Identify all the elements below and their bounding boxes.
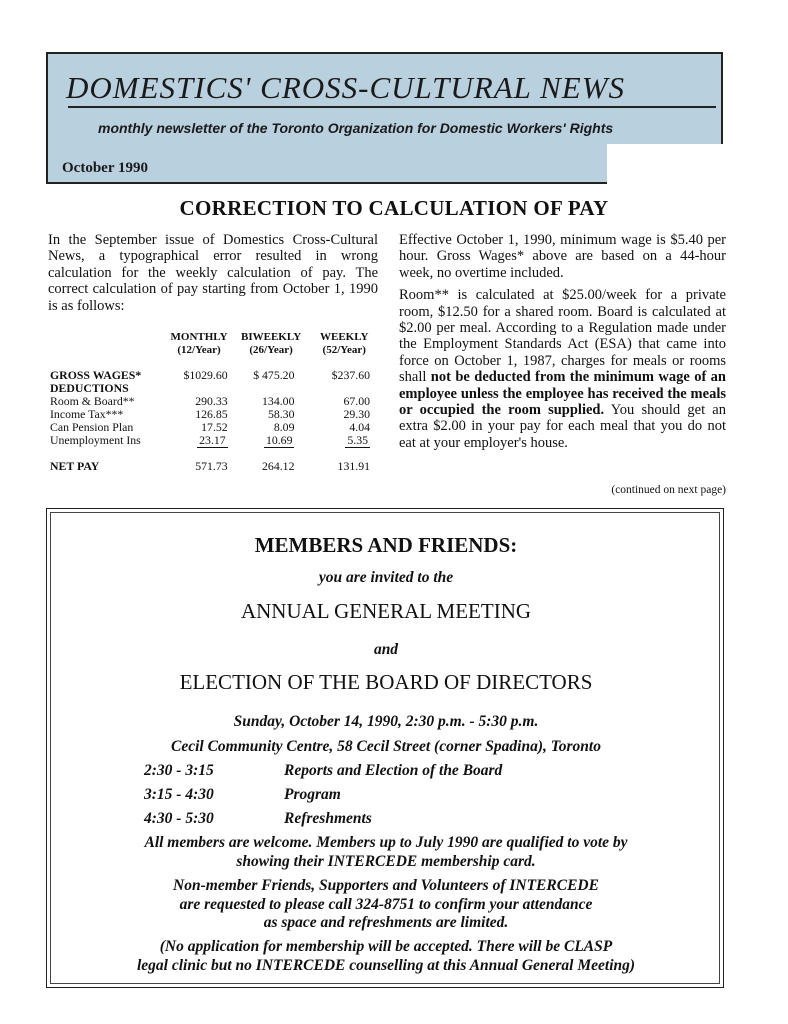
nonmember-line-1: Non-member Friends, Supporters and Volunteers of INTERCEDE [173, 877, 599, 894]
note-line-1: (No application for membership will be accepted. There will be CLASP [159, 938, 613, 955]
meeting-heading: MEMBERS AND FRIENDS: [254, 533, 518, 557]
nonmember-line-2: are requested to please call 324-8751 to confirm your attendance [179, 896, 593, 913]
newsletter-subtitle: monthly newsletter of the Toronto Organization for Domestic Workers' Rights [98, 120, 614, 136]
pay-table [50, 331, 380, 473]
article-title: CORRECTION TO CALCULATION OF PAY [179, 196, 609, 220]
col-header-monthly: MONTHLY [170, 331, 228, 343]
meeting-notice-box [46, 508, 724, 988]
schedule-row: 3:15 - 4:30 Program [144, 786, 341, 803]
pay-table-header [50, 331, 380, 344]
newsletter-title: DOMESTICS' CROSS-CULTURAL NEWS [66, 70, 626, 105]
article-intro: In the September issue of Domestics Cross-Cultural News, a typographical error resulted in wrong calculation for the weekly calculation of pay. The correct calculation of pay starting from October 1, 1990 is as follows: [48, 232, 378, 314]
meeting-date-time: Sunday, October 14, 1990, 2:30 p.m. - 5:30 p.m. [233, 713, 539, 730]
table-row: Income Tax*** 126.85 58.30 29.30 [50, 407, 370, 421]
masthead [46, 52, 723, 184]
table-row: Can Pension Plan 17.52 8.09 4.04 [50, 420, 370, 434]
meeting-invited: you are invited to the [318, 569, 454, 586]
agm-title: ANNUAL GENERAL MEETING [240, 599, 532, 623]
meeting-location: Cecil Community Centre, 58 Cecil Street (corner Spadina), Toronto [170, 738, 601, 755]
table-row: Unemployment Ins 23.17 10.69 5.35 [50, 433, 368, 447]
masthead-rule [68, 106, 716, 108]
meeting-and: and [373, 641, 399, 658]
schedule-row: 4:30 - 5:30 Refreshments [144, 810, 372, 827]
table-row: Room & Board** 290.33 134.00 67.00 [50, 394, 370, 408]
col-header-biweekly: BIWEEKLY [241, 331, 302, 343]
election-title: ELECTION OF THE BOARD OF DIRECTORS [179, 670, 593, 694]
col-header-weekly: WEEKLY [319, 331, 369, 343]
pay-table-subheader [50, 344, 380, 369]
minimum-wage-paragraph: Effective October 1, 1990, minimum wage is $5.40 per hour. Gross Wages* above are based on a 44-hour week, no overtime included. [399, 232, 726, 281]
nonmember-line-3: as space and refreshments are limited. [263, 914, 509, 931]
continued-note: (continued on next page) [611, 484, 726, 496]
table-row-deductions-label: DEDUCTIONS [50, 381, 129, 395]
col-sub-biweekly: (26/Year) [249, 344, 293, 356]
room-board-paragraph: Room** is calculated at $25.00/week for a private room, $12.50 for a shared room. Board is calculated at $2.00 per meal. According to a Regulation made under the Employment Standards Act (ESA) that came into force on October 1, 1987, charges for meals or rooms shall not be deducted from the minimum wage of an employee unless the employee has received the meals or occupied the room supplied. You should get an extra $2.00 in your pay for each meal that you do not eat at your employer's house. [399, 287, 726, 451]
table-row-gross: GROSS WAGES* $1029.60 $ 475.20 $237.60 [50, 368, 370, 382]
col-sub-weekly: (52/Year) [322, 344, 366, 356]
scan-blank-patch [607, 144, 725, 188]
col-sub-monthly: (12/Year) [177, 344, 221, 356]
article-left-column [48, 232, 378, 314]
welcome-line-2: showing their INTERCEDE membership card. [236, 853, 536, 870]
note-line-2: legal clinic but no INTERCEDE counselling at this Annual General Meeting) [136, 957, 636, 974]
issue-date: October 1990 [62, 160, 148, 176]
table-row-net-pay: NET PAY 571.73 264.12 131.91 [50, 459, 370, 473]
article-right-column [399, 232, 726, 457]
welcome-line-1: All members are welcome. Members up to July 1990 are qualified to vote by [144, 834, 628, 851]
schedule-row: 2:30 - 3:15 Reports and Election of the Board [144, 762, 503, 779]
